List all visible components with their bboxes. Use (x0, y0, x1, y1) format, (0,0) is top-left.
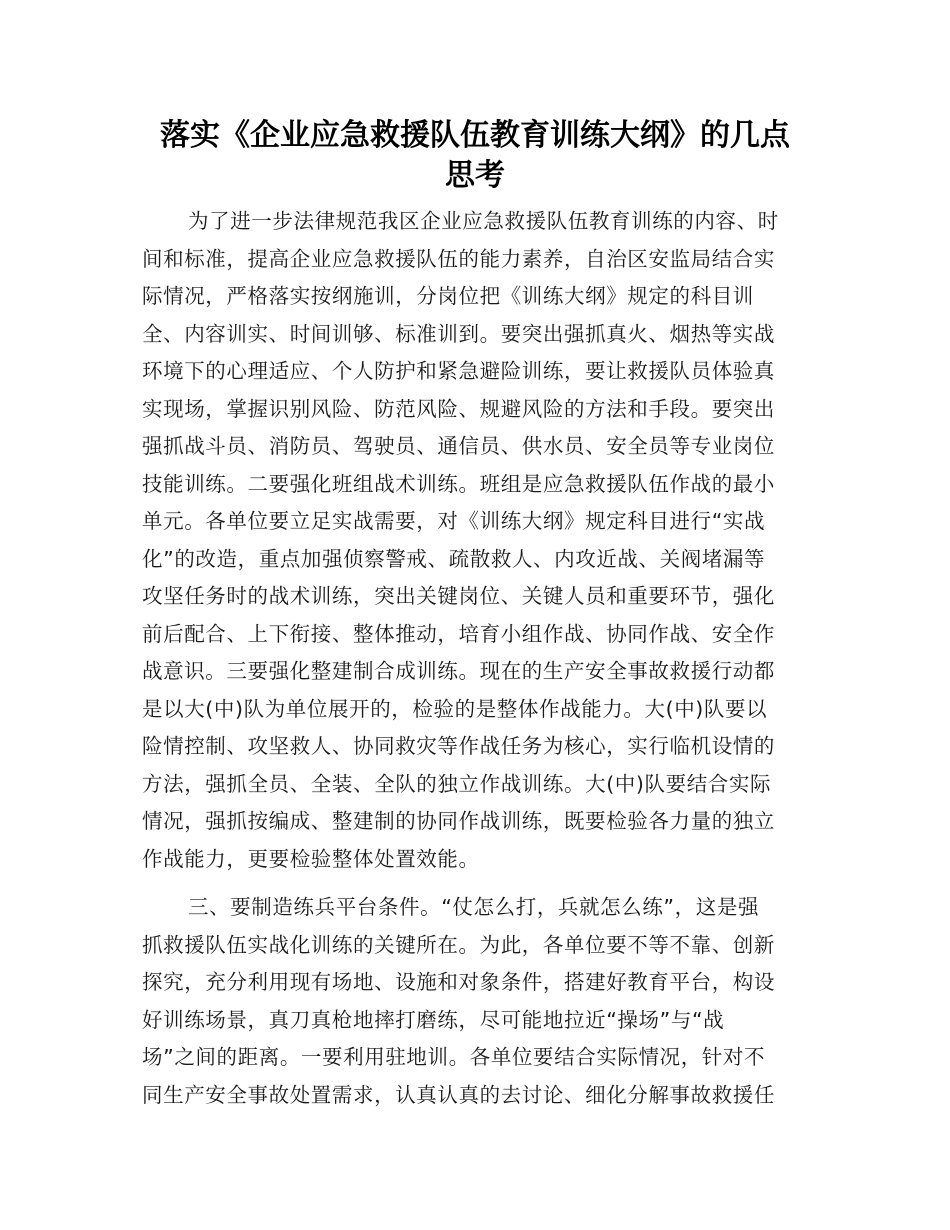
paragraph-line: 间和标准，提高企业应急救援队伍的能力素养，自治区安监局结合实 (142, 247, 775, 271)
paragraph-line: 是以大(中)队为单位展开的，检验的是整体作战能力。大(中)队要以 (142, 697, 768, 721)
paragraph-line: 好训练场景，真刀真枪地摔打磨练，尽可能地拉近“操场”与“战 (142, 1008, 725, 1032)
document-title-line-1: 落实《企业应急救援队伍教育训练大纲》的几点 (160, 118, 790, 153)
paragraph-line: 场”之间的距离。一要利用驻地训。各单位要结合实际情况，针对不 (142, 1045, 766, 1069)
document-title-line-2: 思考 (445, 158, 505, 193)
paragraph-line: 探究，充分利用现有场地、设施和对象条件，搭建好教育平台，构设 (142, 970, 775, 994)
paragraph-line: 技能训练。二要强化班组战术训练。班组是应急救援队伍作战的最小 (142, 472, 775, 496)
paragraph-line: 环境下的心理适应、个人防护和紧急避险训练，要让救援队员体验真 (142, 359, 775, 383)
paragraph-line: 情况，强抓按编成、整建制的协同作战训练，既要检验各力量的独立 (142, 809, 775, 833)
paragraph-line: 实现场，掌握识别风险、防范风险、规避风险的方法和手段。要突出 (142, 397, 775, 421)
paragraph-line: 单元。各单位要立足实战需要，对《训练大纲》规定科目进行“实战 (142, 509, 766, 533)
paragraph-line: 际情况，严格落实按纲施训，分岗位把《训练大纲》规定的科目训 (142, 284, 754, 308)
paragraph-line: 为了进一步法律规范我区企业应急救援队伍教育训练的内容、时 (188, 209, 779, 233)
paragraph-line: 险情控制、攻坚救人、协同救灾等作战任务为核心，实行临机设情的 (142, 734, 775, 758)
paragraph-line: 同生产安全事故处置需求，认真认真的去讨论、细化分解事故救援任 (142, 1083, 775, 1107)
paragraph-line: 作战能力，更要检验整体处置效能。 (142, 847, 480, 871)
paragraph-line: 三、要制造练兵平台条件。“仗怎么打，兵就怎么练”，这是强 (188, 895, 760, 919)
paragraph-line: 方法，强抓全员、全装、全队的独立作战训练。大(中)队要结合实际 (142, 772, 772, 796)
paragraph-line: 战意识。三要强化整建制合成训练。现在的生产安全事故救援行动都 (142, 659, 775, 683)
paragraph-line: 全、内容训实、时间训够、标准训到。要突出强抓真火、烟热等实战 (142, 322, 775, 346)
paragraph-line: 强抓战斗员、消防员、驾驶员、通信员、供水员、安全员等专业岗位 (142, 434, 775, 458)
paragraph-line: 前后配合、上下衔接、整体推动，培育小组作战、协同作战、安全作 (142, 622, 775, 646)
paragraph-line: 攻坚任务时的战术训练，突出关键岗位、关键人员和重要环节，强化 (142, 584, 775, 608)
paragraph-line: 抓救援队伍实战化训练的关键所在。为此，各单位要不等不靠、创新 (142, 933, 775, 957)
paragraph-line: 化”的改造，重点加强侦察警戒、疏散救人、内攻近战、关阀堵漏等 (142, 547, 766, 571)
